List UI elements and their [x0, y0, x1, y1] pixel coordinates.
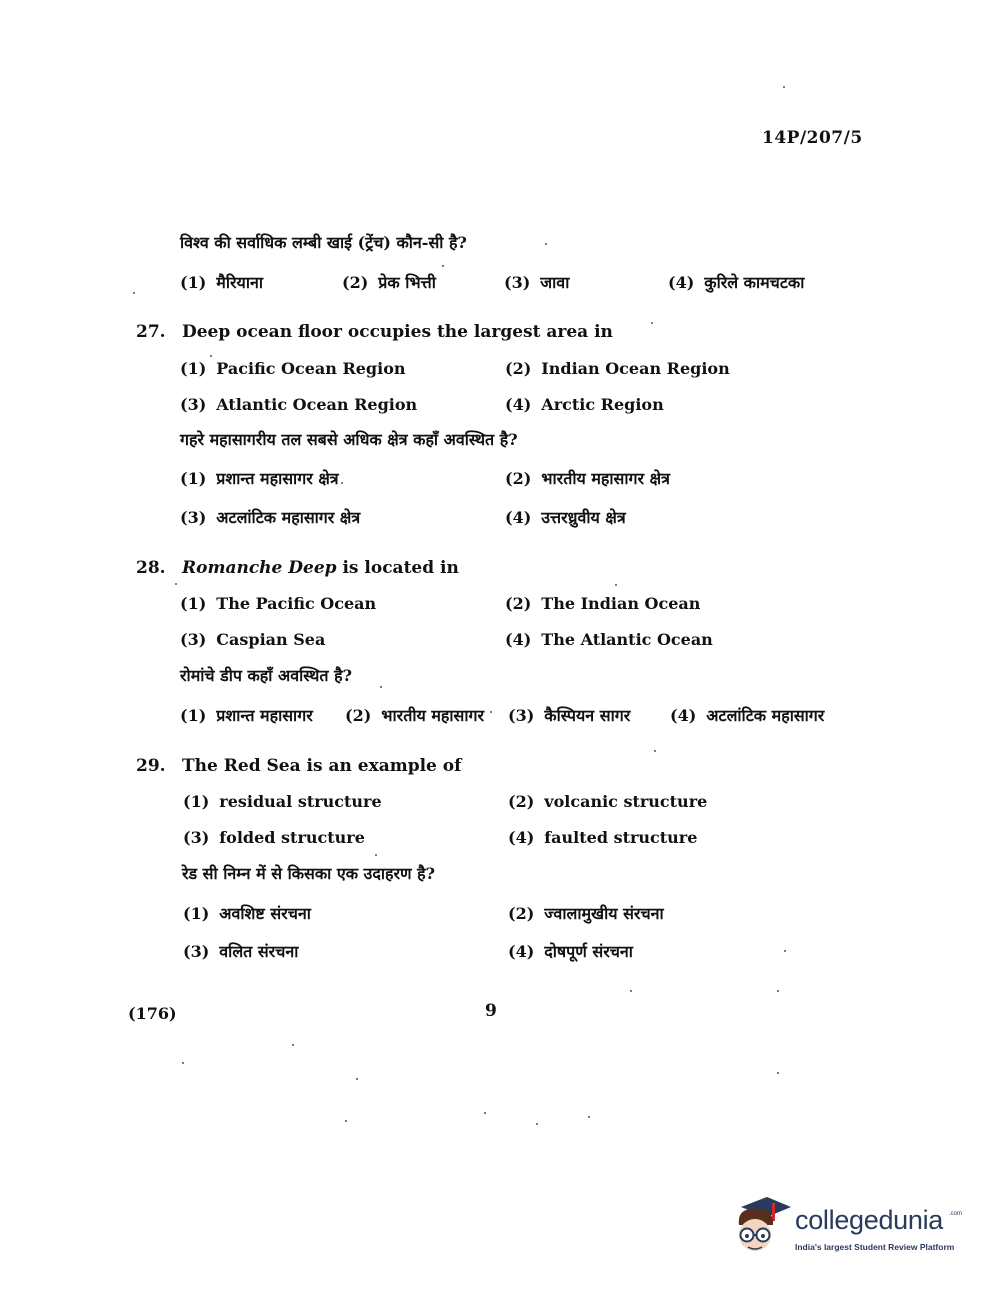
q29-number: 29.	[136, 756, 166, 776]
q29-question-hindi: रेड सी निम्न में से किसका एक उदाहरण है?	[182, 864, 436, 883]
q28-question-term: Romanche Deep	[182, 558, 337, 578]
q29-option-3: (3) folded structure	[183, 828, 365, 847]
q27-option-2-hindi: (2) भारतीय महासागर क्षेत्र	[505, 469, 670, 488]
q26-question-hindi: विश्व की सर्वाधिक लम्बी खाई (ट्रेंच) कौन-सी है?	[180, 233, 467, 252]
q29-option-3-hindi: (3) वलित संरचना	[183, 942, 299, 961]
paper-code: 14P/207/5	[762, 128, 863, 148]
q28-option-4-hindi: (4) अटलांटिक महासागर	[670, 706, 825, 725]
q28-option-4: (4) The Atlantic Ocean	[505, 630, 713, 649]
q27-option-3-hindi: (3) अटलांटिक महासागर क्षेत्र	[180, 508, 361, 527]
q26-option-4-hindi: (4) कुरिले कामचटका	[668, 273, 805, 292]
q27-option-2: (2) Indian Ocean Region	[505, 359, 730, 378]
q28-option-1: (1) The Pacific Ocean	[180, 594, 377, 613]
q29-option-1: (1) residual structure	[183, 792, 382, 811]
brand-tagline: India's largest Student Review Platform	[795, 1242, 955, 1252]
q29-option-2-hindi: (2) ज्वालामुखीय संरचना	[508, 904, 664, 923]
page-number: 9	[485, 1001, 497, 1021]
q28-option-3: (3) Caspian Sea	[180, 630, 326, 649]
brand-name: collegedunia	[795, 1205, 944, 1235]
q26-option-1-hindi: (1) मैरियाना	[180, 273, 263, 292]
q28-number: 28.	[136, 558, 166, 578]
q29-option-4: (4) faulted structure	[508, 828, 698, 847]
graduate-mascot-icon	[733, 1195, 793, 1259]
q27-number: 27.	[136, 322, 166, 342]
q27-option-3: (3) Atlantic Ocean Region	[180, 395, 418, 414]
q28-question: Romanche Deep is located in	[182, 558, 459, 578]
q26-option-3-hindi: (3) जावा	[504, 273, 570, 292]
q28-option-1-hindi: (1) प्रशान्त महासागर	[180, 706, 313, 725]
collegedunia-logo	[733, 1195, 963, 1265]
q28-option-2-hindi: (2) भारतीय महासागर	[345, 706, 485, 725]
brand-suffix: .com	[949, 1211, 963, 1217]
q29-question: The Red Sea is an example of	[182, 756, 462, 776]
page-footer-code: (176)	[128, 1004, 177, 1023]
q27-option-4-hindi: (4) उत्तरध्रुवीय क्षेत्र	[505, 508, 626, 527]
q28-option-3-hindi: (3) कैस्पियन सागर	[508, 706, 631, 725]
q27-question-hindi: गहरे महासागरीय तल सबसे अधिक क्षेत्र कहाँ अवस्थित है?	[180, 430, 518, 449]
q28-question-hindi: रोमांचे डीप कहाँ अवस्थित है?	[180, 666, 352, 685]
q26-option-2-hindi: (2) प्रेक भित्ती	[342, 273, 436, 292]
q27-option-1-hindi: (1) प्रशान्त महासागर क्षेत्र	[180, 469, 339, 488]
q27-question: Deep ocean floor occupies the largest area in	[182, 322, 613, 342]
q28-option-2: (2) The Indian Ocean	[505, 594, 701, 613]
q27-option-4: (4) Arctic Region	[505, 395, 664, 414]
q29-option-2: (2) volcanic structure	[508, 792, 708, 811]
q29-option-1-hindi: (1) अवशिष्ट संरचना	[183, 904, 311, 923]
q29-option-4-hindi: (4) दोषपूर्ण संरचना	[508, 942, 633, 961]
q27-option-1: (1) Pacific Ocean Region	[180, 359, 406, 378]
